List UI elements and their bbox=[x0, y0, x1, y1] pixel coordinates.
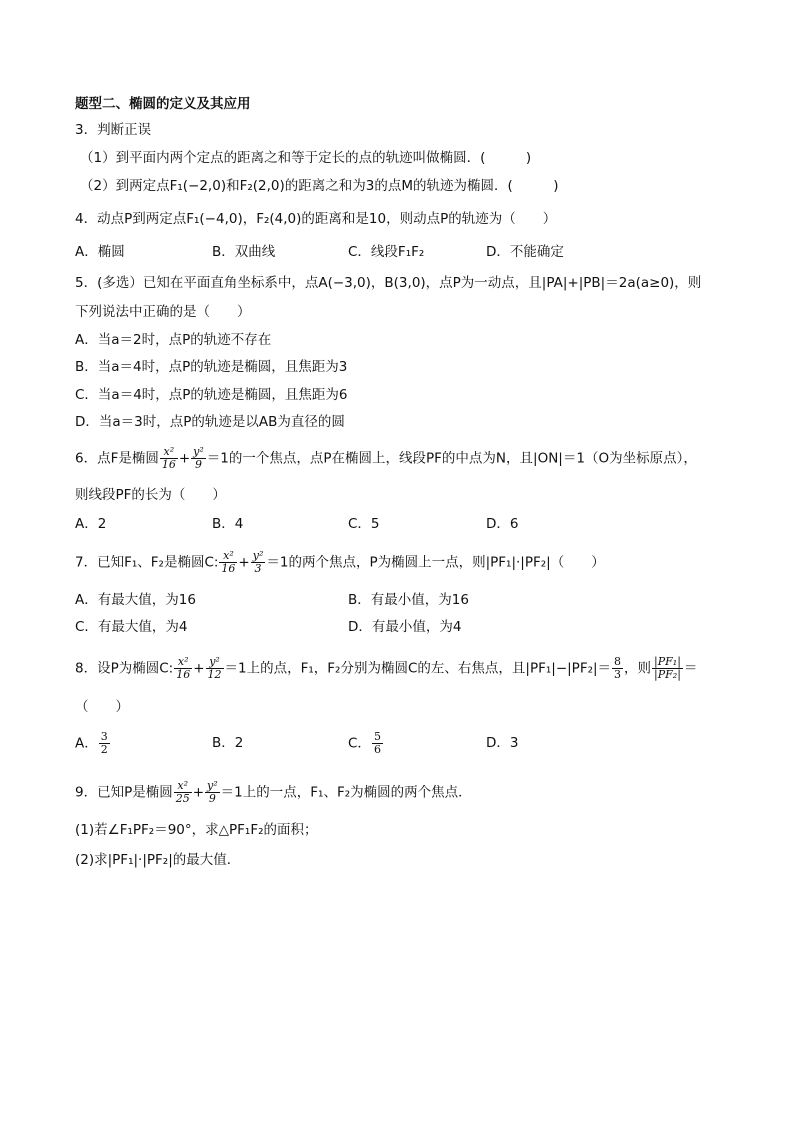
q7-stem: 7．已知F₁、F₂是椭圆C: $\frac{\text{x²}}{16}$ + $\frac{\text{y²}}{3}$ ＝1的两个焦点，P为椭圆上一点，则|PF₁|·|PF₂|（ ） bbox=[75, 549, 605, 575]
q6-stem-post: ＝1的一个焦点，点P在椭圆上，线段PF的中点为N，且|ON|＝1（O为坐标原点）， bbox=[206, 450, 697, 467]
section-heading: 题型二、椭圆的定义及其应用 bbox=[75, 96, 251, 112]
q8-fraction-eight-thirds: $\frac{8}{3}$ bbox=[614, 655, 622, 681]
q6-stem-cont: 则线段PF的长为（ ） bbox=[75, 487, 226, 503]
q5-option-a: A．当a＝2时，点P的轨迹不存在 bbox=[75, 332, 272, 348]
q8-stem: 8．设P为椭圆C: $\frac{\text{x²}}{16}$ + $\frac{\text{y²}}{12}$ ＝1上的点，F₁，F₂分别为椭圆C的左、右焦点，且|PF₁|−|PF₂|＝ $\frac{8}{3}$ ，则 $\frac{\text{|PF₁|}}{\text{|PF₂|}}$ ＝ bbox=[75, 655, 698, 681]
q6-option-c: C．5 bbox=[348, 516, 380, 532]
q7-option-c: C．有最大值，为4 bbox=[75, 619, 188, 635]
q6-fraction-y: $\frac{\text{y²}}{9}$ bbox=[193, 445, 204, 471]
q6-stem: 6．点F是椭圆 $\frac{\text{x²}}{16}$ + $\frac{\text{y²}}{9}$ ＝1的一个焦点，点P在椭圆上，线段PF的中点为N，且|ON|＝1（O为坐标原点）， bbox=[75, 445, 697, 471]
q6-option-a: A．2 bbox=[75, 516, 107, 532]
q9-fraction-x: $\frac{\text{x²}}{25}$ bbox=[175, 779, 190, 805]
q8-fraction-ratio: $\frac{\text{|PF₁|}}{\text{|PF₂|}}$ bbox=[654, 655, 681, 681]
q3-part2: （2）到两定点F₁(−2,0)和F₂(2,0)的距离之和为3的点M的轨迹为椭圆．( ) bbox=[80, 178, 559, 194]
q4-stem: 4．动点P到两定点F₁(−4,0)，F₂(4,0)的距离和是10，则动点P的轨迹为（ ） bbox=[75, 211, 557, 227]
q4-option-b: B．双曲线 bbox=[212, 244, 276, 260]
q8-stem-cont: （ ） bbox=[75, 699, 129, 715]
q6-stem-pre: 6．点F是椭圆 bbox=[75, 450, 159, 467]
q3-part1: （1）到平面内两个定点的距离之和等于定长的点的轨迹叫做椭圆．( ) bbox=[80, 150, 532, 166]
q9-fraction-y: $\frac{\text{y²}}{9}$ bbox=[207, 779, 218, 805]
q6-option-d: D．6 bbox=[486, 516, 519, 532]
q6-fraction-x: $\frac{\text{x²}}{16}$ bbox=[161, 445, 176, 471]
q5-option-d: D．当a＝3时，点P的轨迹是以AB为直径的圆 bbox=[75, 414, 345, 430]
q8-option-c-fraction: $\frac{5}{6}$ bbox=[373, 730, 381, 756]
q8-option-a-fraction: $\frac{3}{2}$ bbox=[100, 730, 108, 756]
q8-option-d: D．3 bbox=[486, 735, 519, 751]
q7-option-b: B．有最小值，为16 bbox=[348, 592, 469, 608]
q4-option-a: A．椭圆 bbox=[75, 244, 125, 260]
q6-option-b: B．4 bbox=[212, 516, 244, 532]
q8-fraction-x: $\frac{\text{x²}}{16}$ bbox=[176, 655, 191, 681]
q4-option-c: C．线段F₁F₂ bbox=[348, 244, 425, 260]
q8-option-b: B．2 bbox=[212, 735, 244, 751]
q5-stem: 5．(多选）已知在平面直角坐标系中，点A(−3,0)，B(3,0)，点P为一动点，且|PA|+|PB|＝2a(a≥0)，则 bbox=[75, 275, 702, 291]
q5-stem-cont: 下列说法中正确的是（ ） bbox=[75, 304, 251, 320]
q7-option-a: A．有最大值，为16 bbox=[75, 592, 196, 608]
q8-option-a: A． $\frac{3}{2}$ bbox=[75, 730, 108, 756]
q4-option-d: D．不能确定 bbox=[486, 244, 564, 260]
q8-option-c: C． $\frac{5}{6}$ bbox=[348, 730, 381, 756]
q8-fraction-y: $\frac{\text{y²}}{12}$ bbox=[207, 655, 222, 681]
q5-option-b: B．当a＝4时，点P的轨迹是椭圆，且焦距为3 bbox=[75, 359, 348, 375]
q9-part2: (2)求|PF₁|·|PF₂|的最大值． bbox=[75, 852, 241, 868]
q7-fraction-y: $\frac{\text{y²}}{3}$ bbox=[252, 549, 264, 575]
q9-part1: (1)若∠F₁PF₂＝90°，求△PF₁F₂的面积； bbox=[75, 822, 318, 838]
q5-option-c: C．当a＝4时，点P的轨迹是椭圆，且焦距为6 bbox=[75, 387, 348, 403]
q7-option-d: D．有最小值，为4 bbox=[348, 619, 462, 635]
q9-stem: 9．已知P是椭圆 $\frac{\text{x²}}{25}$ + $\frac{\text{y²}}{9}$ ＝1上的一点，F₁、F₂为椭圆的两个焦点． bbox=[75, 779, 472, 805]
q7-fraction-x: $\frac{\text{x²}}{16}$ bbox=[221, 549, 236, 575]
q3-stem: 3．判断正误 bbox=[75, 122, 152, 138]
